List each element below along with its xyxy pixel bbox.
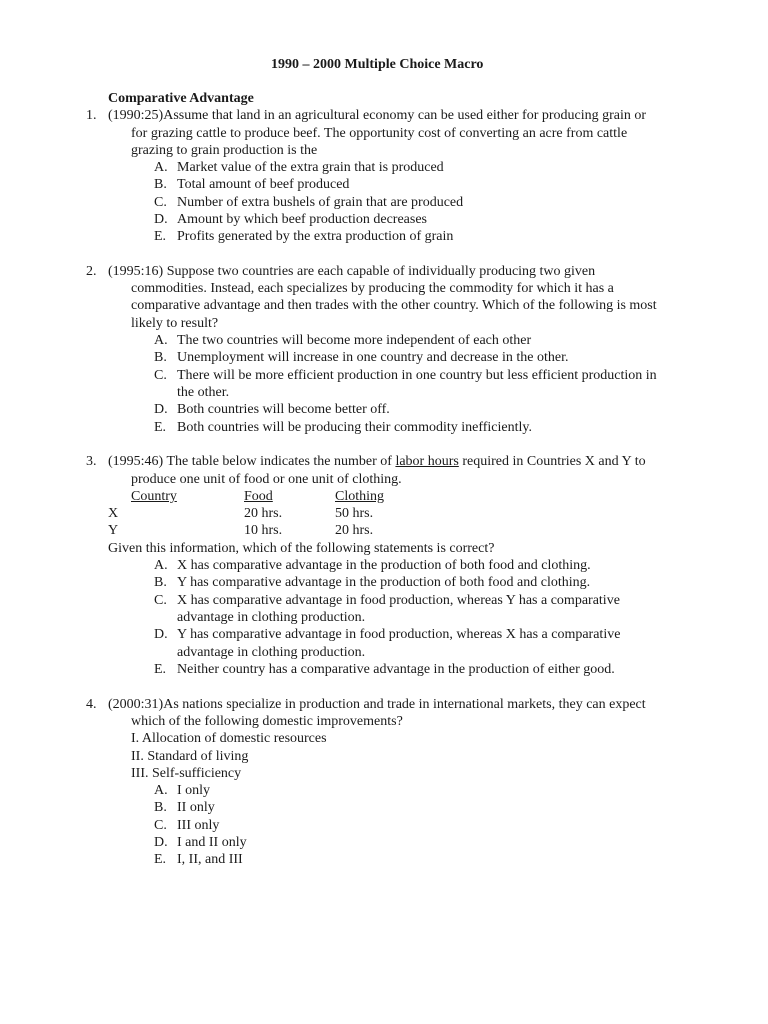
- option-text: II only: [177, 800, 215, 815]
- underlined-term: labor hours: [395, 454, 459, 469]
- option-text: Neither country has a comparative advantage in the production of either good.: [177, 662, 615, 677]
- option-letter: C.: [154, 195, 167, 210]
- option-text-continued: advantage in clothing production.: [177, 645, 366, 660]
- table-cell-country: Y: [108, 523, 119, 538]
- option-letter: C.: [154, 818, 167, 833]
- option-text: Amount by which beef production decreases: [177, 212, 427, 227]
- option-letter: D.: [154, 835, 168, 850]
- table-header-country: Country: [131, 489, 177, 504]
- option-text: Market value of the extra grain that is produced: [177, 160, 444, 175]
- option-text: Profits generated by the extra production of grain: [177, 229, 454, 244]
- option-letter: E.: [154, 662, 167, 677]
- question-text: required in Countries X and Y to: [458, 454, 646, 469]
- option-text: III only: [177, 818, 220, 833]
- question-text: (1995:46) The table below indicates the number of: [108, 454, 396, 469]
- table-cell-clothing: 50 hrs.: [335, 506, 374, 521]
- option-text: There will be more efficient production in one country but less efficient production in: [177, 368, 657, 383]
- option-text: Both countries will become better off.: [177, 402, 390, 417]
- question-text-line: which of the following domestic improvements?: [131, 714, 403, 729]
- question-number: 3.: [86, 454, 97, 469]
- option-letter: A.: [154, 783, 168, 798]
- question-number: 2.: [86, 264, 97, 279]
- option-letter: B.: [154, 575, 167, 590]
- option-letter: B.: [154, 350, 167, 365]
- option-letter: B.: [154, 800, 167, 815]
- option-text: Unemployment will increase in one country and decrease in the other.: [177, 350, 569, 365]
- option-letter: D.: [154, 627, 168, 642]
- option-text: Both countries will be producing their commodity inefficiently.: [177, 420, 532, 435]
- option-letter: B.: [154, 177, 167, 192]
- option-text: Number of extra bushels of grain that are produced: [177, 195, 464, 210]
- option-text: I, II, and III: [177, 852, 243, 867]
- table-header-food: Food: [244, 489, 273, 504]
- option-letter: C.: [154, 368, 167, 383]
- option-text: X has comparative advantage in food production, whereas Y has a comparative: [177, 593, 620, 608]
- question-text-line: comparative advantage and then trades with the other country. Which of the following is most: [131, 298, 657, 313]
- option-letter: E.: [154, 229, 167, 244]
- table-cell-food: 10 hrs.: [244, 523, 283, 538]
- question-text-line: produce one unit of food or one unit of clothing.: [131, 472, 402, 487]
- roman-item: II. Standard of living: [131, 749, 249, 764]
- option-text: I and II only: [177, 835, 247, 850]
- question-text-line: likely to result?: [131, 316, 219, 331]
- question-prompt: Given this information, which of the following statements is correct?: [108, 541, 495, 556]
- option-text: Total amount of beef produced: [177, 177, 350, 192]
- roman-item: III. Self-sufficiency: [131, 766, 242, 781]
- question-text-line: (1990:25)Assume that land in an agricultural economy can be used either for producing grain or: [108, 108, 647, 123]
- option-text-continued: advantage in clothing production.: [177, 610, 366, 625]
- question-text-line: (2000:31)As nations specialize in production and trade in international markets, they can expect: [108, 697, 646, 712]
- option-letter: D.: [154, 402, 168, 417]
- option-text: Y has comparative advantage in the production of both food and clothing.: [177, 575, 591, 590]
- question-number: 1.: [86, 108, 97, 123]
- option-letter: E.: [154, 852, 167, 867]
- option-letter: A.: [154, 160, 168, 175]
- option-letter: E.: [154, 420, 167, 435]
- option-text: The two countries will become more independent of each other: [177, 333, 532, 348]
- question-text-line: for grazing cattle to produce beef. The opportunity cost of converting an acre from cattle: [131, 126, 628, 141]
- table-cell-country: X: [108, 506, 119, 521]
- option-text: Y has comparative advantage in food production, whereas X has a comparative: [177, 627, 621, 642]
- option-text: I only: [177, 783, 211, 798]
- option-letter: A.: [154, 333, 168, 348]
- document-title: 1990 – 2000 Multiple Choice Macro: [271, 57, 484, 72]
- option-text-continued: the other.: [177, 385, 230, 400]
- table-header-clothing: Clothing: [335, 489, 385, 504]
- question-text-line: grazing to grain production is the: [131, 143, 318, 158]
- question-text-line: [108, 453, 646, 470]
- question-number: 4.: [86, 697, 97, 712]
- option-letter: A.: [154, 558, 168, 573]
- question-text-line: (1995:16) Suppose two countries are each capable of individually producing two given: [108, 264, 596, 279]
- option-letter: D.: [154, 212, 168, 227]
- option-text: X has comparative advantage in the production of both food and clothing.: [177, 558, 591, 573]
- question-text-line: commodities. Instead, each specializes by producing the commodity for which it has a: [131, 281, 614, 296]
- table-cell-clothing: 20 hrs.: [335, 523, 374, 538]
- table-cell-food: 20 hrs.: [244, 506, 283, 521]
- roman-item: I. Allocation of domestic resources: [131, 731, 327, 746]
- option-letter: C.: [154, 593, 167, 608]
- section-heading: Comparative Advantage: [108, 91, 254, 106]
